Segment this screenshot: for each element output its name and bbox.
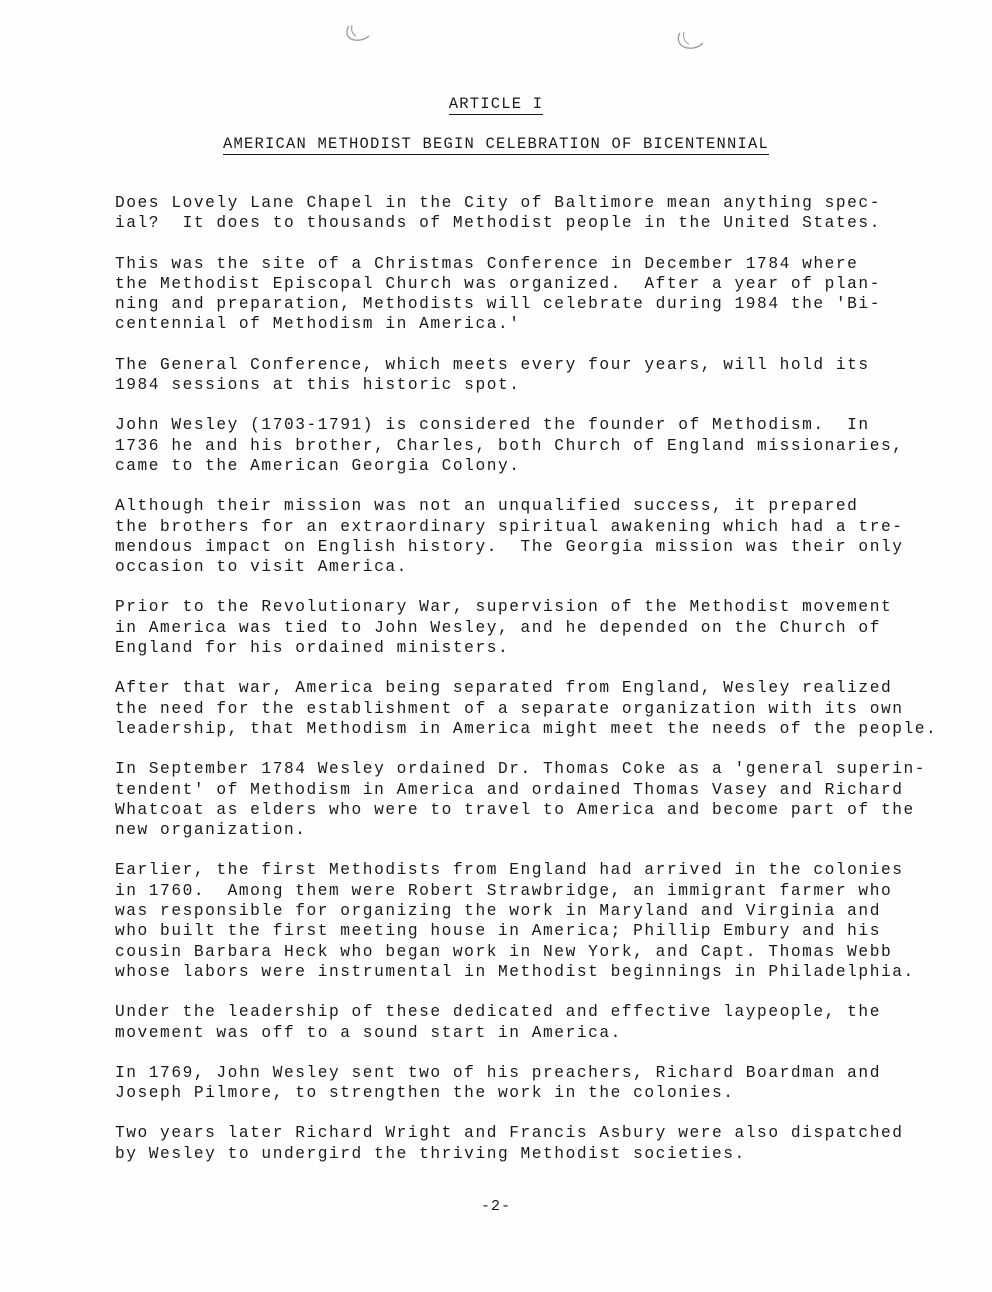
paragraph-line: In 1769, John Wesley sent two of his preachers, Richard Boardman and (115, 1063, 881, 1082)
paragraph-line: the Methodist Episcopal Church was organized. After a year of plan- (115, 274, 881, 293)
paragraph (115, 355, 990, 396)
paragraph (115, 496, 990, 577)
paragraph (115, 193, 990, 234)
paragraph-line: Does Lovely Lane Chapel in the City of Baltimore mean anything spec- (115, 194, 881, 212)
paragraph-line: leadership, that Methodism in America might meet the needs of the people. (115, 719, 938, 738)
paragraph-line: the need for the establishment of a separate organization with its own (115, 699, 904, 718)
paragraph (115, 860, 990, 982)
paragraph (115, 415, 990, 476)
paragraph-line: by Wesley to undergird the thriving Methodist societies. (115, 1144, 746, 1163)
punch-hole-mark-right (675, 30, 697, 50)
paragraph-line: in 1760. Among them were Robert Strawbridge, an immigrant farmer who (115, 881, 893, 900)
punch-hole-mark-left (343, 22, 365, 42)
paragraph-line: the brothers for an extraordinary spiritual awakening which had a tre- (115, 517, 904, 536)
paragraph-line: ial? It does to thousands of Methodist people in the United States. (115, 214, 881, 233)
paragraph-line: in America was tied to John Wesley, and he depended on the Church of (115, 618, 881, 637)
paragraph (115, 678, 990, 739)
paragraph-line: who built the first meeting house in America; Phillip Embury and his (115, 922, 881, 941)
paragraph-line: tendent' of Methodism in America and ordained Thomas Vasey and Richard (115, 780, 904, 799)
paragraph-line: Two years later Richard Wright and Francis Asbury were also dispatched (115, 1124, 904, 1143)
paragraph-line: England for his ordained ministers. (115, 639, 510, 658)
page-number: -2- (480, 1198, 511, 1215)
paragraph (115, 759, 990, 840)
paragraph-line: After that war, America being separated from England, Wesley realized (115, 679, 893, 698)
paragraph-line: cousin Barbara Heck who began work in New York, and Capt. Thomas Webb (115, 942, 893, 961)
article-heading-text: ARTICLE I (448, 95, 544, 113)
paragraph-line: whose labors were instrumental in Methodist beginnings in Philadelphia. (115, 962, 915, 981)
paragraph-line: The General Conference, which meets every four years, will hold its (115, 355, 870, 374)
paragraph (115, 1123, 990, 1164)
paragraph-line: mendous impact on English history. The Georgia mission was their only (115, 537, 904, 556)
article-title (0, 134, 992, 154)
article-title-text: AMERICAN METHODIST BEGIN CELEBRATION OF BICENTENNIAL (222, 135, 770, 153)
article-body (115, 193, 990, 1184)
paragraph-line: came to the American Georgia Colony. (115, 456, 521, 475)
paragraph-line: centennial of Methodism in America.' (115, 315, 521, 334)
paragraph-line: 1736 he and his brother, Charles, both Church of England missionaries, (115, 436, 904, 455)
paragraph-line: ning and preparation, Methodists will celebrate during 1984 the 'Bi- (115, 295, 881, 314)
paragraph-line: was responsible for organizing the work in Maryland and Virginia and (115, 902, 881, 921)
paragraph-line: John Wesley (1703-1791) is considered the founder of Methodism. In (115, 416, 870, 435)
paragraph-line: Whatcoat as elders who were to travel to America and become part of the (115, 800, 915, 819)
paragraph (115, 597, 990, 658)
paragraph-line: Earlier, the first Methodists from England had arrived in the colonies (115, 861, 904, 880)
paragraph-line: movement was off to a sound start in America. (115, 1023, 622, 1042)
paragraph (115, 1063, 990, 1104)
paragraph-line: new organization. (115, 821, 307, 840)
paragraph-line: Prior to the Revolutionary War, supervision of the Methodist movement (115, 598, 893, 617)
paragraph-line: occasion to visit America. (115, 558, 408, 577)
paragraph-line: 1984 sessions at this historic spot. (115, 376, 521, 395)
paragraph-line: This was the site of a Christmas Conference in December 1784 where (115, 254, 859, 273)
paragraph (115, 254, 990, 335)
paragraph-line: Under the leadership of these dedicated and effective laypeople, the (115, 1003, 881, 1022)
paragraph-line: In September 1784 Wesley ordained Dr. Thomas Coke as a 'general superin- (115, 760, 927, 779)
paragraph (115, 1002, 990, 1043)
paragraph-line: Joseph Pilmore, to strengthen the work in the colonies. (115, 1084, 735, 1103)
paragraph-line: Although their mission was not an unqualified success, it prepared (115, 497, 859, 516)
article-heading (0, 94, 992, 114)
